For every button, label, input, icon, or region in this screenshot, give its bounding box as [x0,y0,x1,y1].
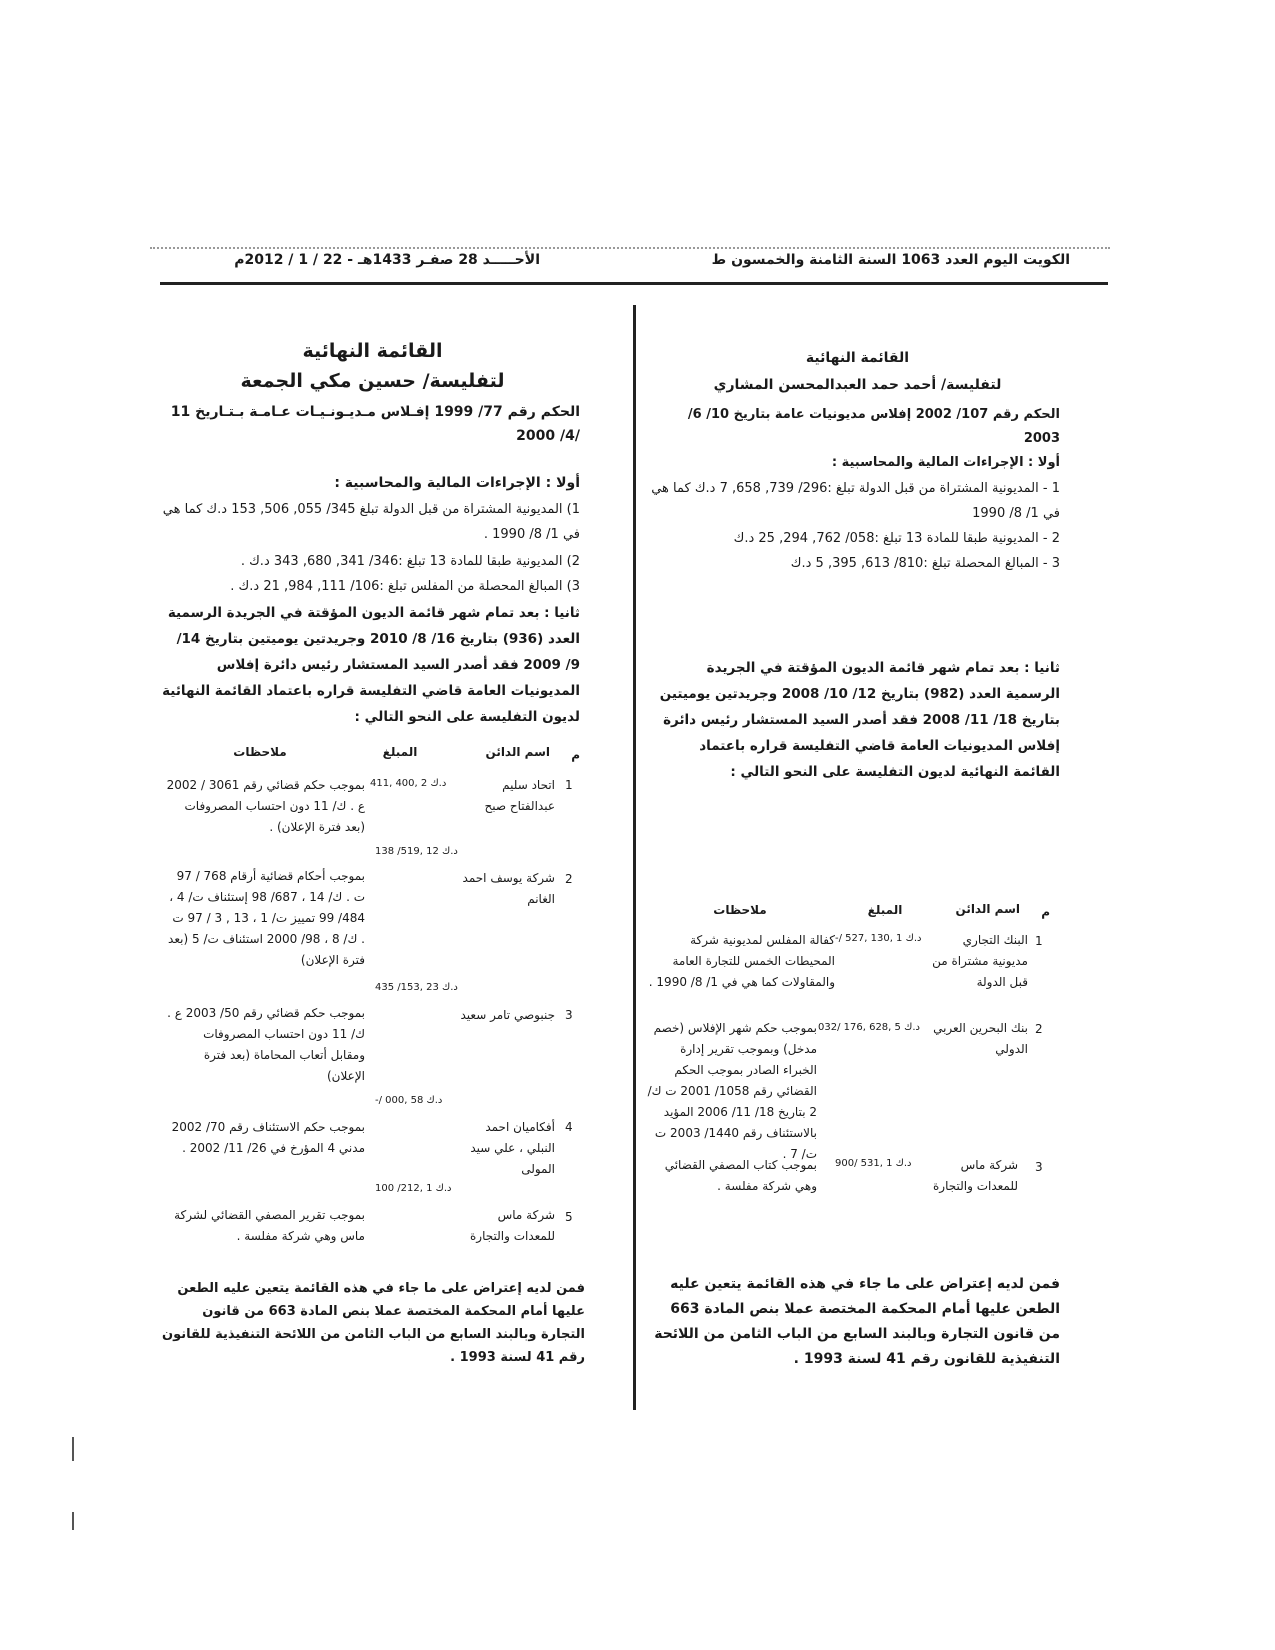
left-row-5-creditor: شركة ماس للمعدات والتجارة [470,1208,555,1243]
left-row-1-creditor: اتحاد سليم عبدالفتاح صبح [484,778,555,813]
column-divider [633,305,636,1410]
right-notice-ruling: الحكم رقم 107/ 2002 إفلاس مديونيات عامة بتاريخ 10/ 6/ 2003 [687,407,1060,446]
right-th-number: م [1041,905,1050,919]
right-row-2-notes: بموجب حكم شهر الإفلاس (خصم مدخل) وبموجب تقرير إدارة الخبراء الصادر بموجب الحكم القضائي رقم 1058/ 2001 ت ك/ 2 بتاريخ 18/ 11/ 2006 المؤيد بالاستئناف رقم 1440/ 2003 ت ت/ 7 . [647,1021,817,1161]
left-row-2-number: 2 [565,872,573,886]
header-dotted-line [150,247,1110,249]
left-row-3-creditor: جنبوصي تامر سعيد [460,1008,555,1022]
left-notice-ruling: الحكم رقم 77/ 1999 إفـلاس مـديـونـيـات عـامـة بـتـاريخ 11 /4/ 2000 [170,404,580,444]
right-row-1-creditor: البنك التجاري مديونية مشتراة من قبل الدولة [932,933,1028,989]
left-row-3-number: 3 [565,1008,573,1022]
right-th-amount: المبلغ [867,903,903,917]
right-row-3-creditor: شركة ماس للمعدات والتجارة [933,1158,1018,1193]
left-th-amount: المبلغ [382,745,418,759]
left-row-2-subtotal: 435 /153, 23 د.ك [375,982,458,993]
left-row-5-number: 5 [565,1210,573,1224]
right-row-2-number: 2 [1035,1022,1043,1036]
left-row-4-notes: بموجب حكم الاستئناف رقم 70/ 2002 مدني 4 المؤرخ في 26/ 11/ 2002 . [171,1120,365,1155]
right-row-1-amount: -/ 527, 130, 1 د.ك [835,933,922,944]
left-row-1-amount: 411, 400, 2 د.ك [370,778,447,789]
header-issue-info: الكويت اليوم العدد 1063 السنة الثامنة والخمسون ط [711,252,1070,268]
left-section2: ثانيا : بعد تمام شهر قائمة الديون المؤقتة في الجريدة الرسمية العدد (936) بتاريخ 16/ 8/ 2010 وجريدتين يوميتين بتاريخ 14/ 9/ 2009 فقد أصدر السيد المستشار رئيس دائرة إفلاس المديونيات العامة قاضي التفليسة قراره باعتماد القائمة النهائية لديون التفليسة على النحو التالي : [162,605,580,725]
left-row-1-subtotal: 138 /519, 12 د.ك [375,846,458,857]
right-row-3-notes: بموجب كتاب المصفي القضائي وهي شركة مفلسة . [664,1158,817,1193]
left-item-2: 2) المديونية طبقا للمادة 13 تبلغ :346/ 341, 680, 343 د.ك . [240,554,580,569]
header-rule [160,282,1108,285]
header-date: الأحـــــد 28 صفـر 1433هـ - 22 / 1 / 2012م [234,252,540,268]
left-row-2-notes: بموجب أحكام قضائية أرقام 768 / 97 ت . ك/ 14 ، 687/ 98 إستئناف ت/ 4 ، 484/ 99 تمييز ت/ 1 ، 13 , 3 / 97 ت . ك/ 8 ، 98/ 2000 استئناف ت/ 5 (بعد فترة الإعلان) [168,869,365,967]
left-row-3-subtotal: -/ 000, 58 د.ك [375,1095,443,1106]
left-notice-subtitle: لتفليسة/ حسين مكي الجمعة [240,370,505,392]
right-notice-title: القائمة النهائية [805,350,910,366]
left-th-notes: ملاحظات [233,745,287,759]
left-row-5-notes: بموجب تقرير المصفي القضائي لشركة ماس وهي شركة مفلسة . [174,1208,365,1243]
right-item-3: 3 - المبالغ المحصلة تبلغ :810/ 613, 395, 5 د.ك [790,556,1060,571]
right-closing: فمن لديه إعتراض على ما جاء في هذه القائمة يتعين عليه الطعن عليها أمام المحكمة المختصة عملا بنص المادة 663 من قانون التجارة وبالبند السابع من الباب الثامن من اللائحة التنفيذية للقانون رقم 41 لسنة 1993 . [654,1276,1060,1367]
right-row-1-number: 1 [1035,934,1043,948]
right-item-1: 1 - المديونية المشتراة من قبل الدولة تبلغ :296/ 739, 658, 7 د.ك كما هي في 1/ 8/ 1990 [651,481,1060,521]
right-th-creditor: اسم الدائن [955,902,1020,916]
left-section1-heading: أولا : الإجراءات المالية والمحاسبية : [334,475,580,491]
right-row-3-number: 3 [1035,1160,1043,1174]
right-th-notes: ملاحظات [713,903,767,917]
left-th-creditor: اسم الدائن [485,745,550,759]
left-notice-title: القائمة النهائية [302,340,443,362]
left-row-4-number: 4 [565,1120,573,1134]
left-item-3: 3) المبالغ المحصلة من المفلس تبلغ :106/ 111, 984, 21 د.ك . [230,579,580,594]
left-th-number: م [571,748,580,762]
right-row-3-amount: 900/ 531, 1 د.ك [835,1158,912,1169]
right-row-2-creditor: بنك البحرين العربي الدولي [933,1021,1028,1056]
left-row-4-subtotal: 100 /212, 1 د.ك [375,1183,452,1194]
right-row-2-amount: 032/ 176, 628, 5 د.ك [818,1022,920,1033]
right-row-1-notes: كفالة المفلس لمديونية شركة المحيطات الخمس للتجارة العامة والمقاولات كما هي في 1/ 8/ 1990 . [648,933,835,989]
left-row-1-notes: بموجب حكم قضائي رقم 3061 / 2002 ع . ك/ 11 دون احتساب المصروفات (بعد فترة الإعلان) . [166,778,365,834]
left-item-1: 1) المديونية المشتراة من قبل الدولة تبلغ 345/ 055, 506, 153 د.ك كما هي في 1/ 8/ 1990 . [162,502,580,542]
right-section2: ثانيا : بعد تمام شهر قائمة الديون المؤقتة في الجريدة الرسمية العدد (982) بتاريخ 12/ 10/ 2008 وجريدتين يوميتين بتاريخ 18/ 11/ 2008 فقد أصدر السيد المستشار رئيس دائرة إفلاس المديونيات العامة قاضي التفليسة قراره باعتماد القائمة النهائية لديون التفليسة على النحو التالي : [659,660,1060,780]
right-item-2: 2 - المديونية طبقا للمادة 13 تبلغ :058/ 762, 294, 25 د.ك [733,531,1060,546]
left-closing: فمن لديه إعتراض على ما جاء في هذه القائمة يتعين عليه الطعن عليها أمام المحكمة المختصة عملا بنص المادة 663 من قانون التجارة وبالبند السابع من الباب الثامن من اللائحة التنفيذية للقانون رقم 41 لسنة 1993 . [162,1281,585,1365]
scan-mark [72,1512,74,1530]
left-row-2-creditor: شركة يوسف احمد الغانم [462,871,555,906]
scan-mark [72,1437,74,1461]
left-row-1-number: 1 [565,778,573,792]
left-row-3-notes: بموجب حكم قضائي رقم 50/ 2003 ع . ك/ 11 دون احتساب المصروفات ومقابل أتعاب المحاماة (بعد فترة الإعلان) [167,1006,365,1083]
right-notice-subtitle: لتفليسة/ أحمد حمد العبدالمحسن المشاري [713,377,1002,393]
right-section1-heading: أولا : الإجراءات المالية والمحاسبية : [831,455,1060,470]
left-row-4-creditor: أفكاميان احمد النبلي ، علي سيد المولى [470,1120,555,1176]
